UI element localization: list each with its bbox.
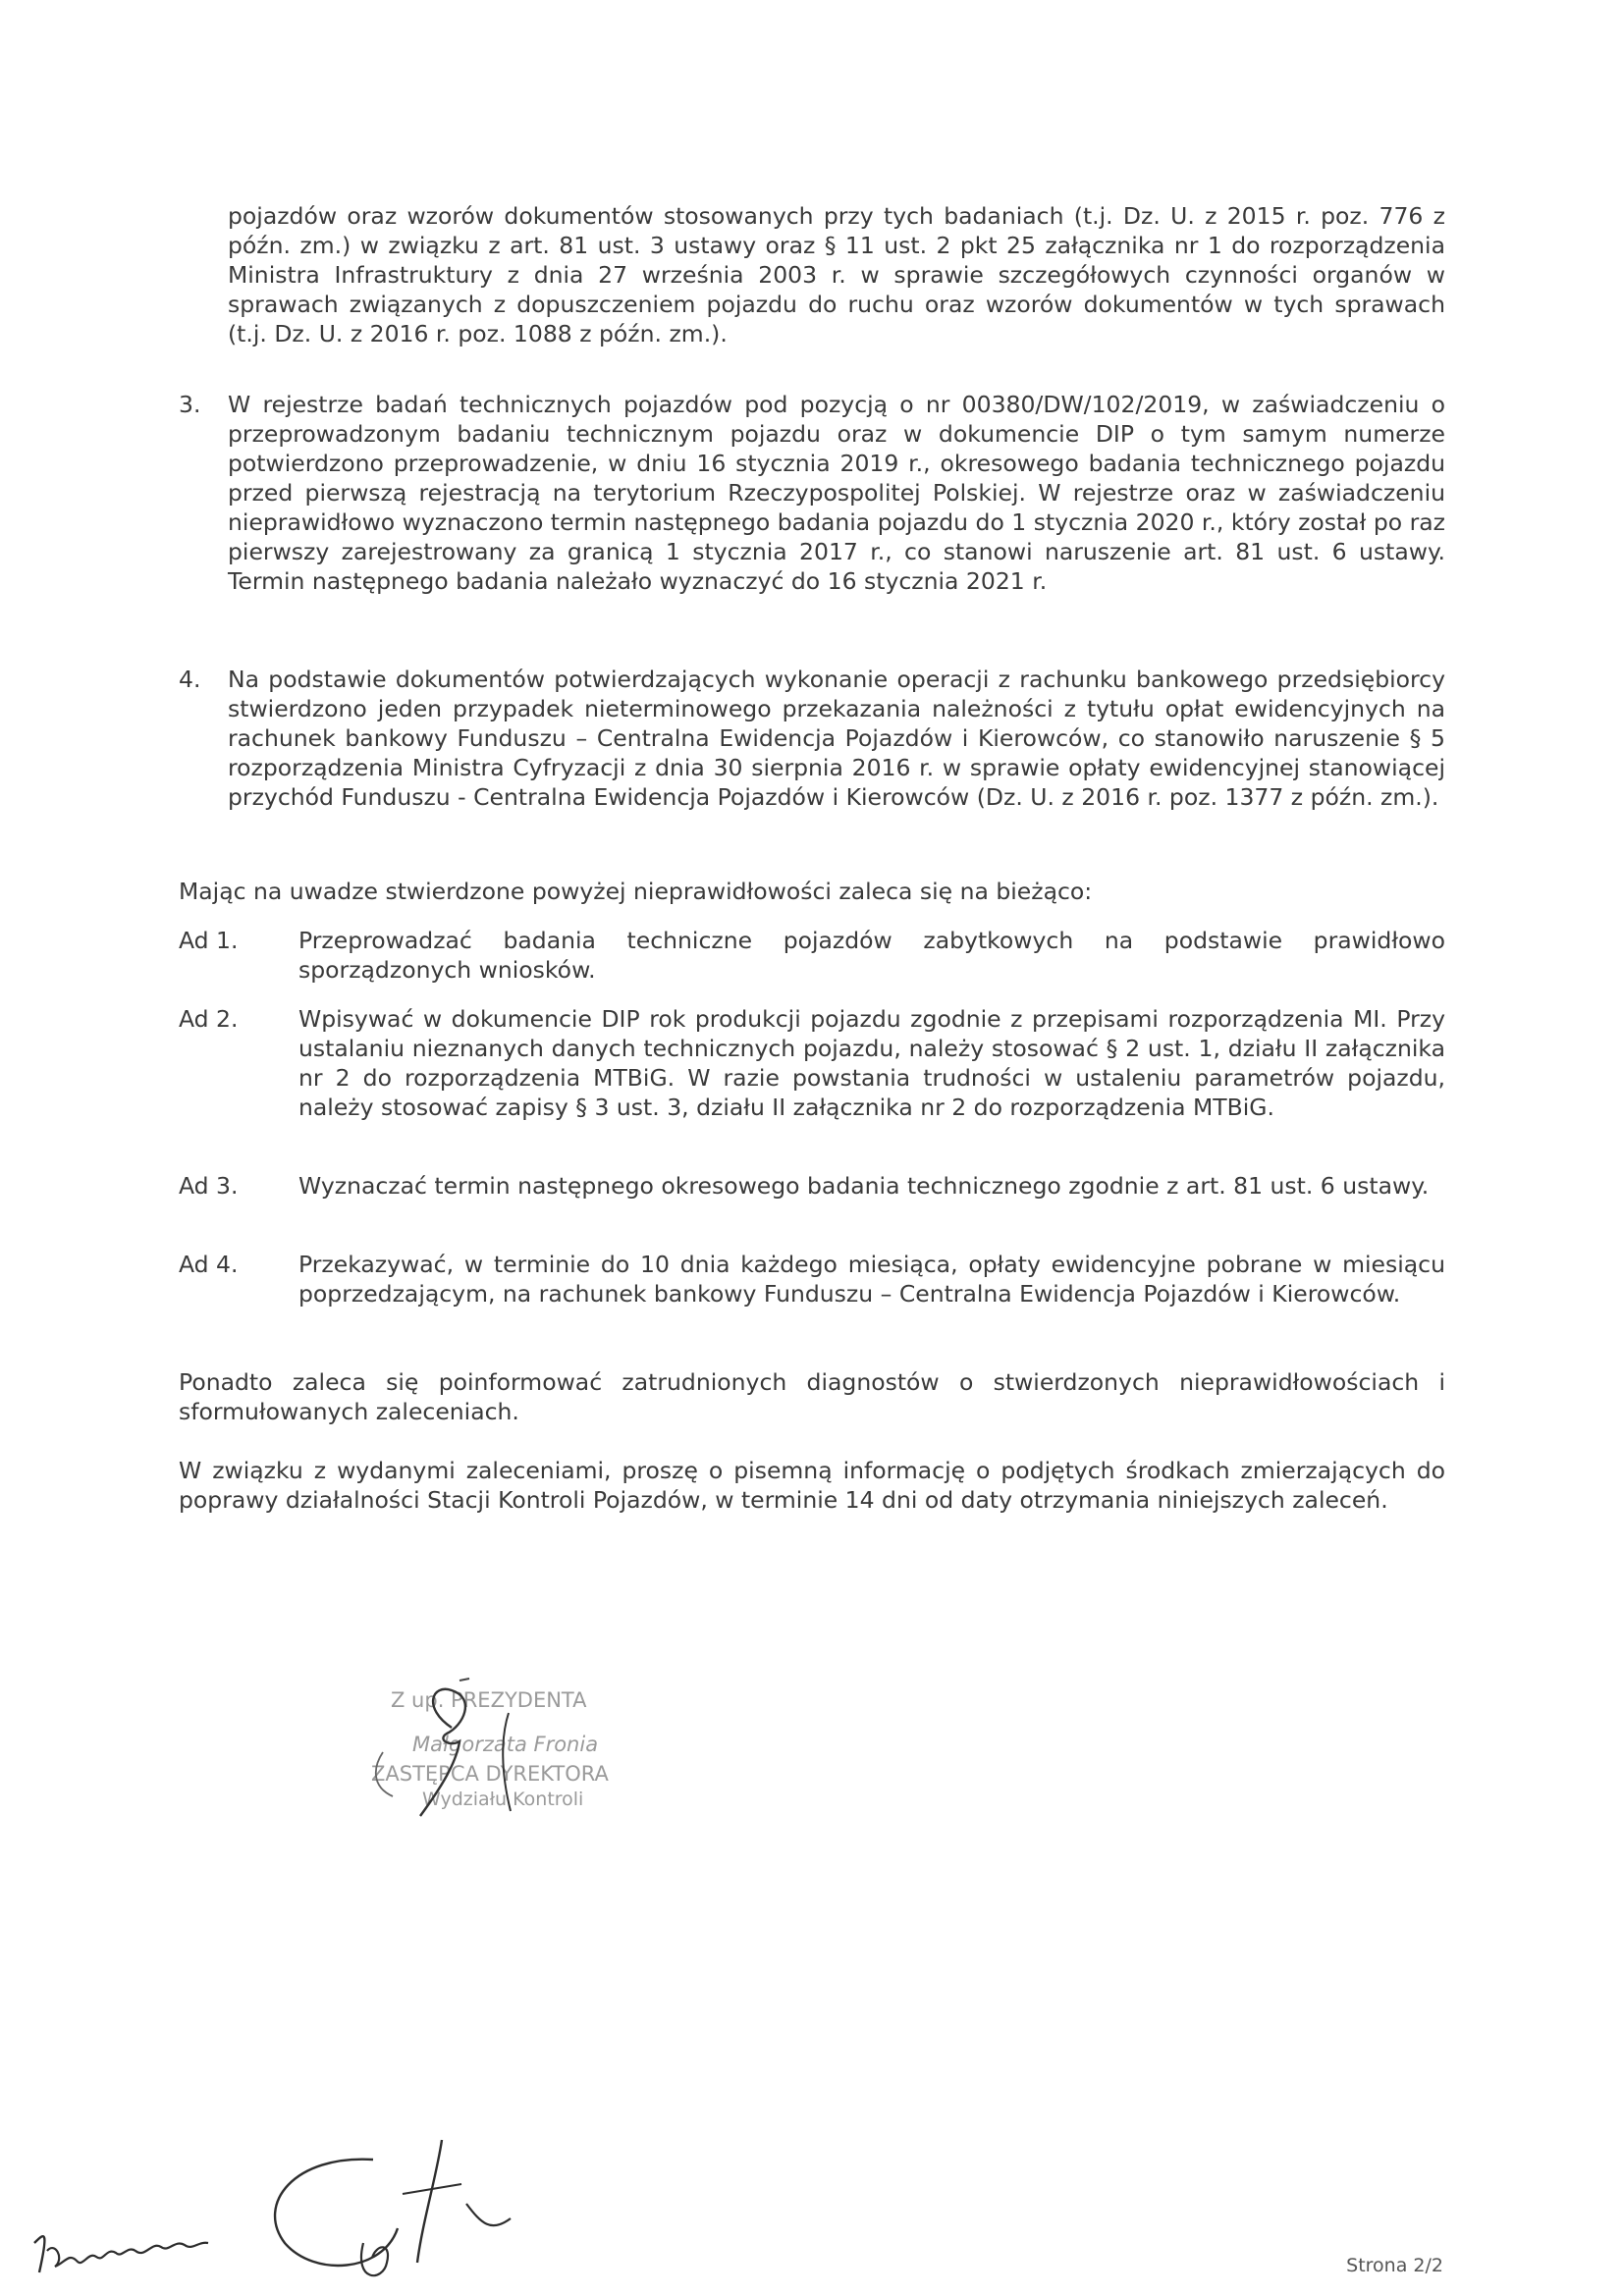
recommendation-label: Ad 2.	[179, 1005, 239, 1033]
signature-stamp	[353, 1669, 648, 1826]
closing-paragraph: W związku z wydanymi zaleceniami, proszę o pisemną informację o podjętych środkach zmierzających do poprawy działalności Stacji Kontroli Pojazdów, w terminie 14 dni od daty otrzymania niniejszych zaleceń.	[179, 1457, 1445, 1514]
finding-text: Na podstawie dokumentów potwierdzających wykonanie operacji z rachunku bankowego przedsiębiorcy stwierdzono jeden przypadek nieterminowego przekazania należności z tytułu opłat ewidencyjnych na rachunek bankowy Funduszu – Centralna Ewidencja Pojazdów i Kierowców, co stanowiło naruszenie § 5 rozporządzenia Ministra Cyfryzacji z dnia 30 sierpnia 2016 r. w sprawie opłaty ewidencyjnej stanowiącej przychód Funduszu - Centralna Ewidencja Pojazdów i Kierowców (Dz. U. z 2016 r. poz. 1377 z późn. zm.).	[228, 666, 1445, 811]
stamp-line-authority: Z up. PREZYDENTA	[391, 1688, 587, 1712]
finding-number: 3.	[179, 391, 201, 418]
recommendation-label: Ad 4.	[179, 1251, 239, 1278]
stamp-line-position: ZASTĘPCA DYREKTORA	[371, 1762, 609, 1786]
handwritten-signature	[353, 1669, 648, 1826]
recommendation-ad-1	[179, 926, 1445, 985]
finding-item-3	[179, 390, 1445, 596]
recommendation-text: Wpisywać w dokumencie DIP rok produkcji pojazdu zgodnie z przepisami rozporządzenia MI. Przy ustalaniu nieznanych danych technicznych pojazdu, należy stosować § 2 ust. 1, działu II załącznika nr 2 do rozporządzenia MTBiG. W razie powstania trudności w ustaleniu parametrów pojazdu, należy stosować zapisy § 3 ust. 3, działu II załącznika nr 2 do rozporządzenia MTBiG.	[298, 1005, 1445, 1121]
finding-item-4	[179, 665, 1445, 812]
recommendation-text: Przeprowadzać badania techniczne pojazdów zabytkowych na podstawie prawidłowo sporządzonych wniosków.	[298, 927, 1445, 984]
stamp-line-department: Wydziału Kontroli	[422, 1789, 584, 1810]
finding-text: W rejestrze badań technicznych pojazdów pod pozycją o nr 00380/DW/102/2019, w zaświadczeniu o przeprowadzonym badaniu technicznym pojazdu oraz w dokumencie DIP o tym samym numerze potwierdzono przeprowadzenie, w dniu 16 stycznia 2019 r., okresowego badania technicznego pojazdu przed pierwszą rejestracją na terytorium Rzeczypospolitej Polskiej. W rejestrze oraz w zaświadczeniu nieprawidłowo wyznaczono termin następnego badania pojazdu do 1 stycznia 2020 r., który został po raz pierwszy zarejestrowany za granicą 1 stycznia 2017 r., co stanowi naruszenie art. 81 ust. 6 ustawy. Termin następnego badania należało wyznaczyć do 16 stycznia 2021 r.	[228, 391, 1445, 595]
finding-number: 4.	[179, 666, 201, 693]
recommendation-ad-4	[179, 1250, 1445, 1308]
continuation-paragraph: pojazdów oraz wzorów dokumentów stosowanych przy tych badaniach (t.j. Dz. U. z 2015 r. poz. 776 z późn. zm.) w związku z art. 81 ust. 3 ustawy oraz § 11 ust. 2 pkt 25 załącznika nr 1 do rozporządzenia Ministra Infrastruktury z dnia 27 września 2003 r. w sprawie szczegółowych czynności organów w sprawach związanych z dopuszczeniem pojazdu do ruchu oraz wzorów dokumentów w tych sprawach (t.j. Dz. U. z 2016 r. poz. 1088 z późn. zm.).	[228, 202, 1445, 347]
stamp-line-name: Małgorzata Fronia	[412, 1733, 599, 1756]
recommendation-label: Ad 3.	[179, 1172, 239, 1200]
recommendation-ad-3	[179, 1171, 1445, 1201]
page-number: Strona 2/2	[1346, 2255, 1443, 2276]
recommendations-intro: Mając na uwadze stwierdzone powyżej nieprawidłowości zaleca się na bieżąco:	[179, 878, 1093, 905]
recommendation-label: Ad 1.	[179, 927, 239, 954]
recommendation-ad-2	[179, 1004, 1445, 1122]
recommendation-text: Wyznaczać termin następnego okresowego badania technicznego zgodnie z art. 81 ust. 6 ustawy.	[298, 1172, 1430, 1200]
handwritten-initials	[20, 2135, 530, 2292]
additional-paragraph: Ponadto zaleca się poinformować zatrudnionych diagnostów o stwierdzonych nieprawidłowościach i sformułowanych zaleceniach.	[179, 1368, 1445, 1425]
recommendation-text: Przekazywać, w terminie do 10 dnia każdego miesiąca, opłaty ewidencyjne pobrane w miesiącu poprzedzającym, na rachunek bankowy Funduszu – Centralna Ewidencja Pojazdów i Kierowców.	[298, 1251, 1445, 1308]
